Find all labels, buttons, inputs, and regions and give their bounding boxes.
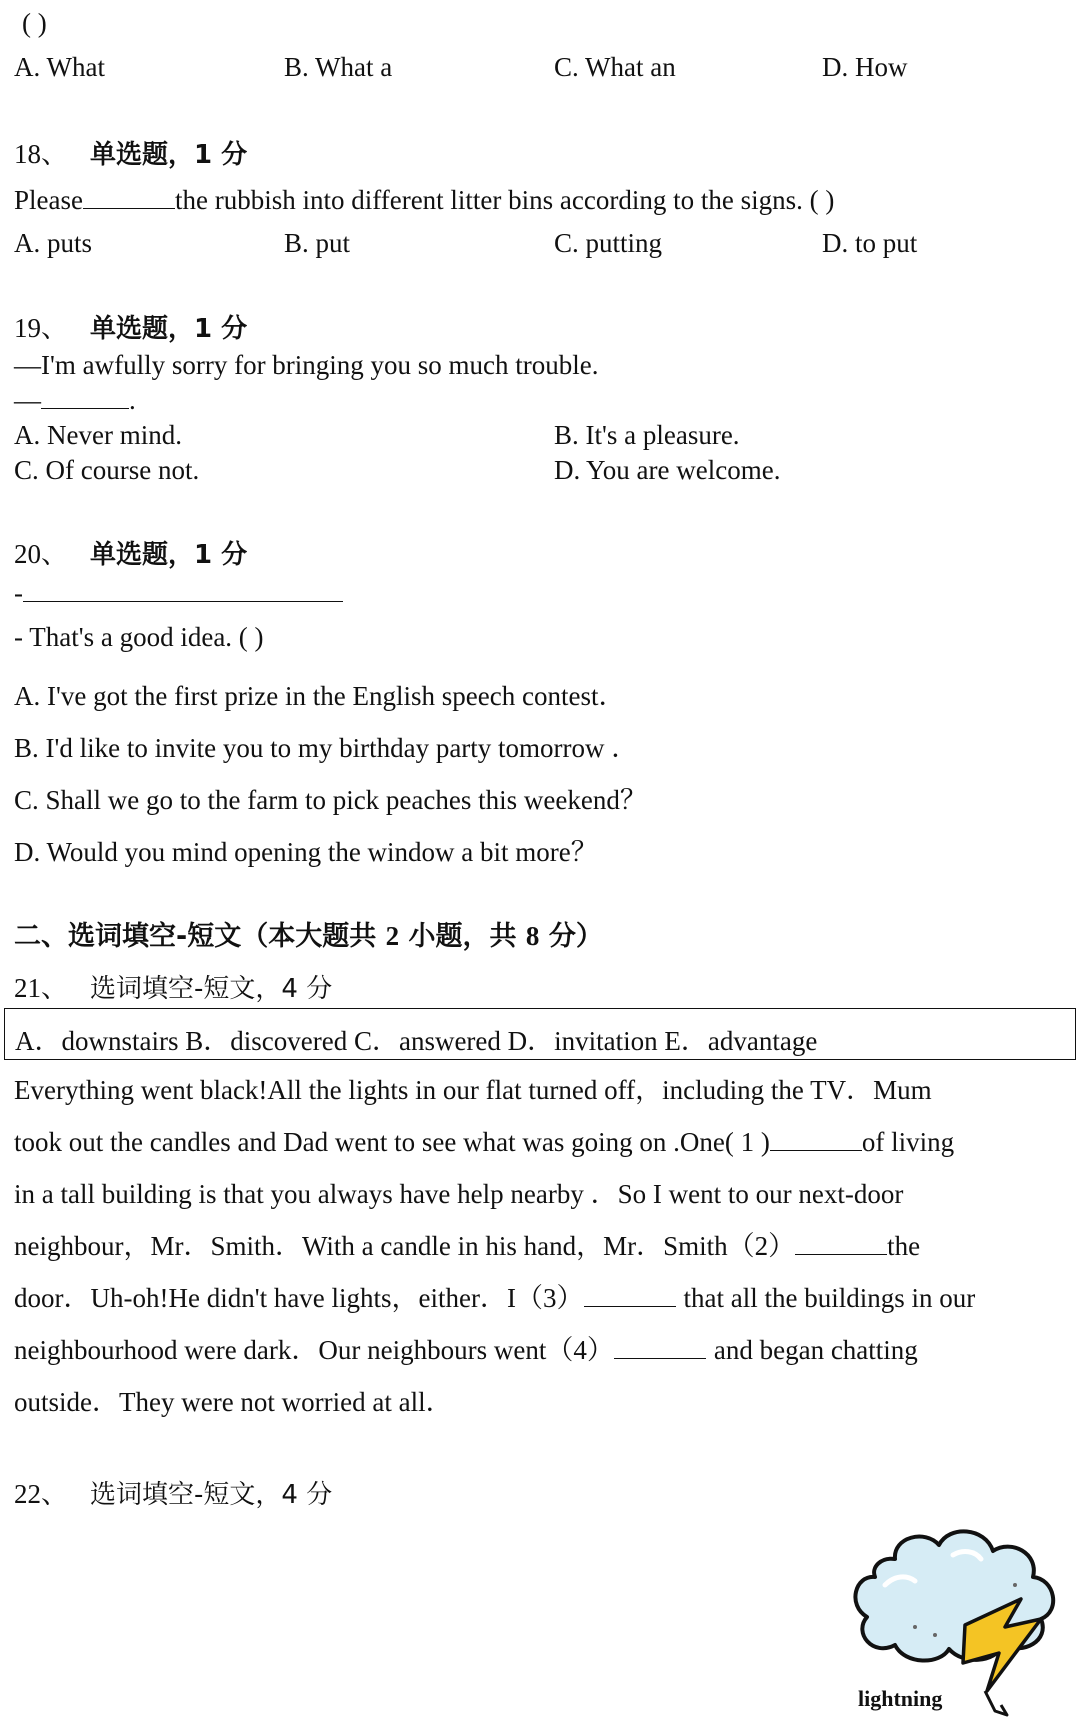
q19-option-c: C. Of course not. [14, 455, 200, 485]
q17-option-b: B. What a [284, 52, 393, 82]
q20-dash: - [14, 578, 23, 608]
q22-type: 选词填空-短文，4 分 [90, 1480, 333, 1510]
q19-header [14, 306, 247, 345]
q19-number: 19、 [14, 313, 68, 343]
q21-blank-1 [770, 1149, 862, 1151]
q18-option-d: D. to put [822, 228, 918, 258]
q19-option-b: B. It's a pleasure. [554, 420, 740, 450]
lightning-label: lightning [858, 1686, 943, 1711]
q18-option-b: B. put [284, 228, 351, 258]
q18-option-a: A. puts [14, 228, 93, 258]
q17-option-d: D. How [822, 52, 908, 82]
section2-title [14, 914, 603, 953]
q20-header [14, 532, 247, 571]
q21-line-7: outside．They were not worried at all． [14, 1387, 453, 1417]
section2-title-part3: 分） [539, 921, 603, 952]
q21-line-2-tail: of living [861, 1127, 955, 1157]
q21-blank-2 [795, 1253, 887, 1255]
q20-option-d: D. Would you mind opening the window a bit more？ [14, 837, 598, 867]
q19-option-a: A. Never mind. [14, 420, 182, 450]
q21-line-5 [14, 1272, 1066, 1324]
lightning-cloud-illustration [845, 1515, 1077, 1725]
q21-line-4-text: neighbour，Mr．Smith．With a candle in his hand，Mr．Smith（2） [14, 1231, 796, 1261]
q21-number: 21、 [14, 973, 68, 1003]
section2-title-part2: 小题，共 [399, 921, 526, 952]
q22-number: 22、 [14, 1479, 68, 1509]
q21-line-5-tail: that all the buildings in our [683, 1283, 976, 1313]
q21-type: 选词填空-短文，4 分 [90, 974, 333, 1004]
q20-number: 20、 [14, 539, 68, 569]
q19-line1: —I'm awfully sorry for bringing you so much trouble. [14, 350, 599, 380]
q22-header [14, 1472, 332, 1511]
q19-period: . [129, 385, 136, 415]
q21-line-2-text: took out the candles and Dad went to see what was going on .One( 1 ) [14, 1127, 770, 1157]
section2-total-points: 8 [525, 921, 540, 951]
q21-blank-4 [614, 1357, 706, 1359]
q18-blank [83, 207, 175, 209]
q21-header [14, 966, 332, 1005]
q20-type: 单选题，1 分 [90, 540, 248, 570]
section2-question-count: 2 [385, 921, 400, 951]
q21-line-6 [14, 1324, 1066, 1376]
q20-line1 [14, 578, 343, 609]
q18-header [14, 132, 247, 171]
q21-line-5-text: door．Uh-oh!He didn't have lights，either．I（3） [14, 1283, 584, 1313]
section2-title-part1: 二、选词填空-短文（本大题共 [14, 921, 386, 952]
q21-line-6-tail: and began chatting [713, 1335, 918, 1365]
q21-blank-3 [584, 1305, 676, 1307]
q17-option-a: A. What [14, 52, 105, 82]
q18-stem [14, 185, 834, 216]
q19-blank [41, 407, 129, 409]
q19-line2 [14, 385, 136, 416]
q18-option-c: C. putting [554, 228, 663, 258]
q20-option-a: A. I've got the first prize in the English speech contest． [14, 681, 626, 711]
q18-stem-before: Please [14, 185, 83, 215]
q20-option-c: C. Shall we go to the farm to pick peaches this weekend？ [14, 785, 647, 815]
q21-line-3: in a tall building is that you always have help nearby ．So I went to our next-door [14, 1179, 904, 1209]
q21-word-box [4, 1008, 1076, 1060]
q17-answer-bracket: ( ) [22, 8, 47, 38]
q19-dash: — [14, 385, 41, 415]
q21-line-2 [14, 1116, 1066, 1168]
cloud-lightning-icon [845, 1515, 1077, 1725]
q18-number: 18、 [14, 139, 68, 169]
q20-blank [23, 600, 343, 602]
q19-option-d: D. You are welcome. [554, 455, 781, 485]
q21-line-6-text: neighbourhood were dark．Our neighbours went（4） [14, 1335, 614, 1365]
q17-option-c: C. What an [554, 52, 676, 82]
q19-type: 单选题，1 分 [90, 314, 248, 344]
q18-stem-after: the rubbish into different litter bins according to the signs. ( ) [174, 185, 835, 215]
q21-line-4 [14, 1220, 1066, 1272]
q21-line-1: Everything went black!All the lights in our flat turned off，including the TV．Mum [14, 1075, 932, 1105]
q18-type: 单选题，1 分 [90, 140, 248, 170]
q20-line2: - That's a good idea. ( ) [14, 622, 264, 652]
q21-line-4-tail: the [887, 1231, 921, 1261]
q21-word-box-text: A．downstairs B．discovered C．answered D．invitation E．advantage [15, 1026, 818, 1056]
q20-option-b: B. I'd like to invite you to my birthday party tomorrow ． [14, 733, 639, 763]
